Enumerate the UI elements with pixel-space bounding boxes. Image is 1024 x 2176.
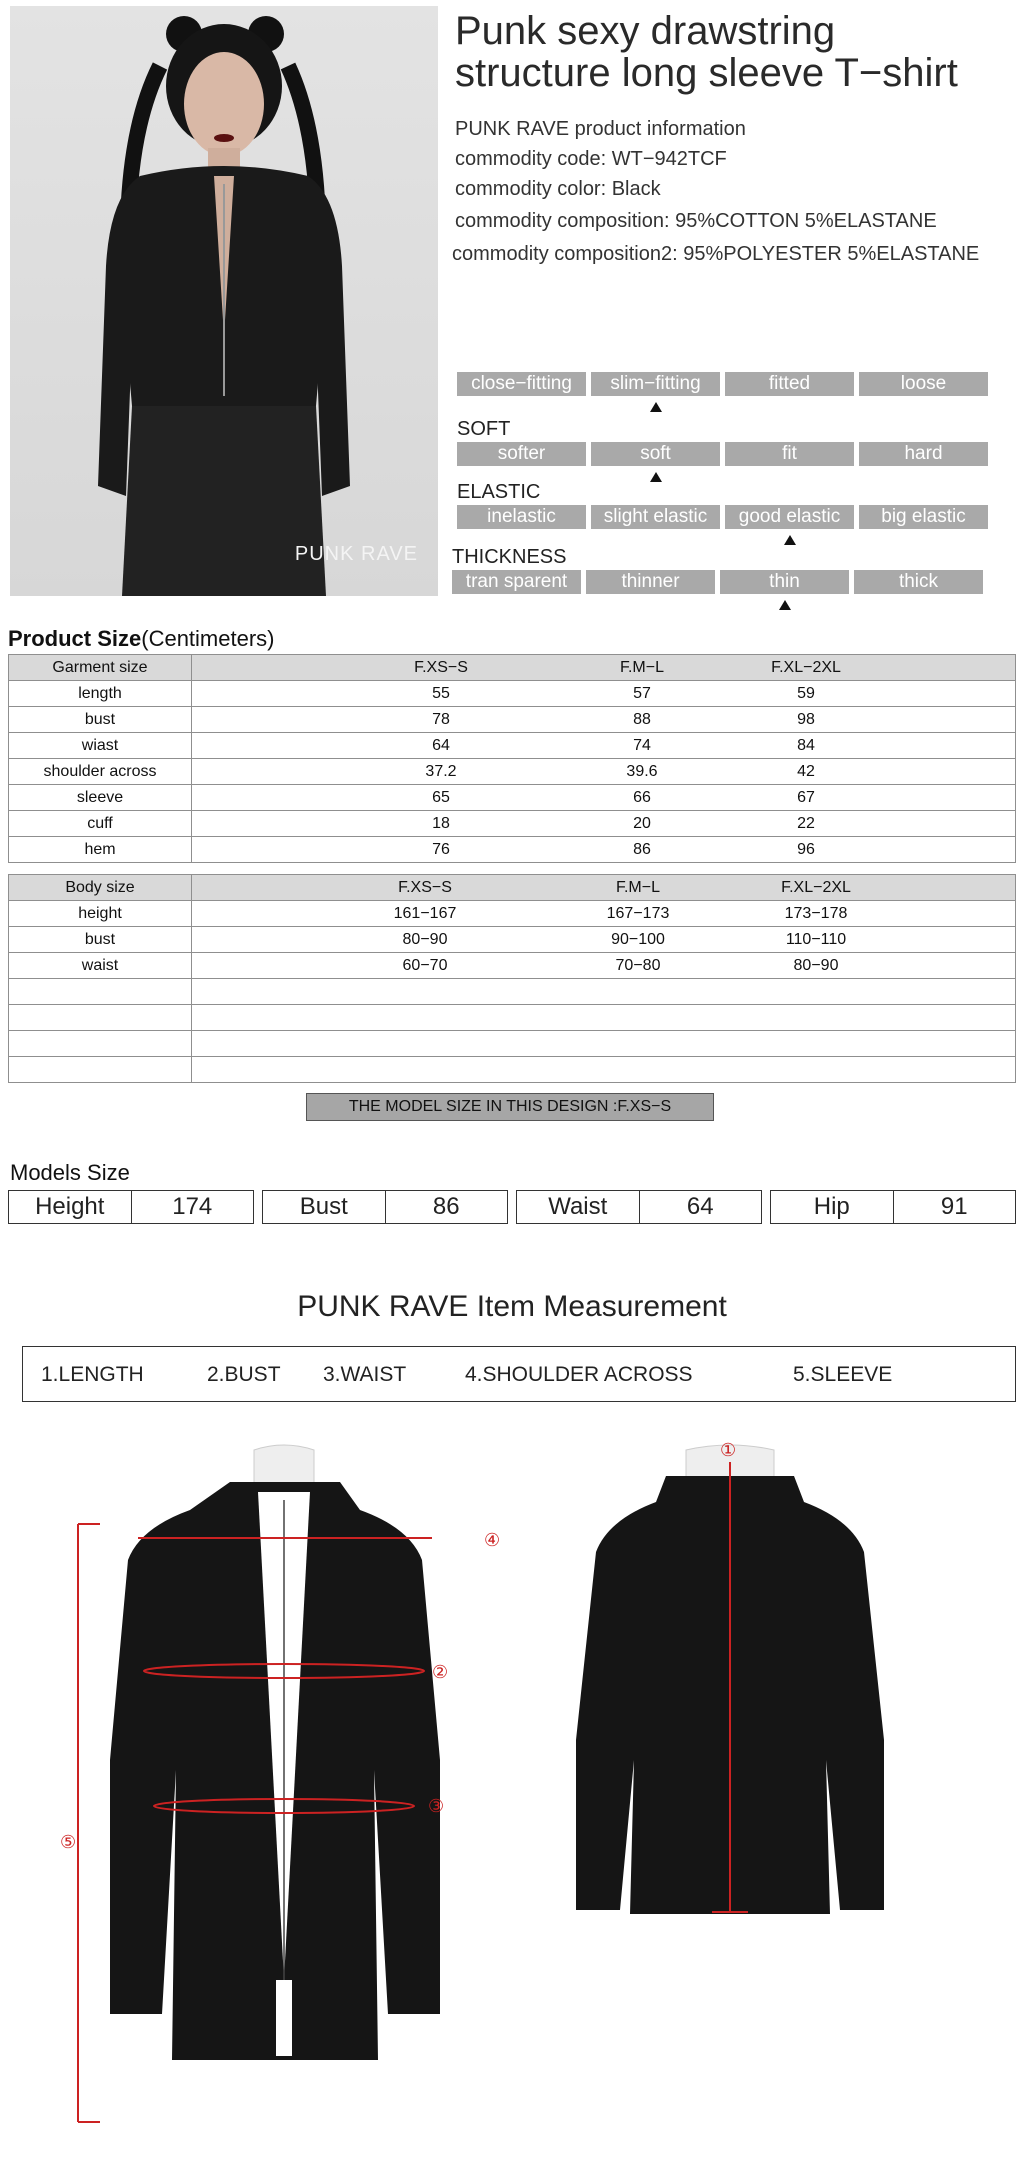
table-row: waist 60−70 70−80 80−90 (9, 953, 1016, 979)
measure-item-bust: 2.BUST (207, 1363, 281, 1386)
selected-marker-icon (784, 535, 796, 545)
product-model-photo (10, 6, 438, 596)
garment-front-illustration (60, 1440, 500, 2140)
commodity-color (455, 178, 661, 201)
selected-marker-icon (650, 402, 662, 412)
table-row: bust 78 88 98 (9, 707, 1016, 733)
selected-marker-icon (779, 600, 791, 610)
commodity-composition2 (452, 243, 979, 266)
fit-option: close−fitting (457, 372, 586, 396)
elastic-option: inelastic (457, 505, 586, 529)
elastic-option: big elastic (859, 505, 988, 529)
fit-rating (457, 372, 988, 396)
table-row (9, 1005, 1016, 1031)
table-row (9, 979, 1016, 1005)
model-illustration (10, 6, 438, 596)
commodity-code (455, 148, 727, 171)
soft-rating-bar (457, 442, 988, 466)
thickness-option-selected: thin (720, 570, 849, 594)
elastic-option-selected: good elastic (725, 505, 854, 529)
table-header-cell: Body size (9, 875, 192, 901)
thickness-option: thick (854, 570, 983, 594)
product-title (455, 10, 1015, 94)
table-header-cell: Garment size (9, 655, 192, 681)
marker-bust: ② (432, 1662, 449, 1682)
thickness-rating (452, 570, 983, 594)
models-size-hip: Hip 91 (770, 1190, 1016, 1224)
marker-waist: ③ (428, 1796, 445, 1816)
fit-option: loose (859, 372, 988, 396)
table-row: sleeve 65 66 67 (9, 785, 1016, 811)
marker-sleeve: ⑤ (60, 1832, 77, 1852)
table-header-row (9, 655, 1016, 681)
elastic-label: ELASTIC (457, 481, 541, 503)
product-size-unit: (Centimeters) (141, 626, 275, 651)
brand-watermark: PUNK RAVE (294, 543, 418, 565)
garment-front-diagram (60, 1440, 500, 2140)
garment-back-diagram (540, 1440, 920, 1920)
soft-option: softer (457, 442, 586, 466)
commodity-code-label: commodity code: (455, 148, 607, 170)
fit-option-selected: slim−fitting (591, 372, 720, 396)
thickness-label: THICKNESS (452, 546, 567, 568)
model-size-note: THE MODEL SIZE IN THIS DESIGN :F.XS−S (306, 1093, 714, 1121)
table-row: wiast 64 74 84 (9, 733, 1016, 759)
table-row: length 55 57 59 (9, 681, 1016, 707)
garment-back-illustration (540, 1440, 920, 1920)
commodity-composition (455, 210, 937, 233)
commodity-composition2-value: 95%POLYESTER 5%ELASTANE (683, 243, 980, 265)
marker-shoulder: ④ (484, 1530, 501, 1550)
body-size-table (8, 874, 1016, 1083)
selected-marker-icon (650, 472, 662, 482)
soft-option: fit (725, 442, 854, 466)
table-row (9, 1031, 1016, 1057)
thickness-option: tran sparent (452, 570, 581, 594)
commodity-color-value: Black (611, 178, 661, 200)
measure-item-waist: 3.WAIST (323, 1363, 407, 1386)
fit-rating-bar (457, 372, 988, 396)
models-size-title: Models Size (10, 1160, 130, 1185)
models-size-waist: Waist 64 (516, 1190, 762, 1224)
commodity-color-label: commodity color: (455, 178, 607, 200)
measurement-legend (22, 1346, 1016, 1402)
table-row: hem 76 86 96 (9, 837, 1016, 863)
thickness-option: thinner (586, 570, 715, 594)
table-header-cell: F.XS−S F.M−L F.XL−2XL (192, 655, 1016, 681)
table-row: bust 80−90 90−100 110−110 (9, 927, 1016, 953)
product-title-line2: structure long sleeve T−shirt (455, 51, 958, 95)
elastic-rating-bar (457, 505, 988, 529)
table-row: height 161−167 167−173 173−178 (9, 901, 1016, 927)
product-size-table (8, 654, 1016, 863)
measure-item-shoulder: 4.SHOULDER ACROSS (465, 1363, 693, 1386)
models-size-bust: Bust 86 (262, 1190, 508, 1224)
commodity-code-value: WT−942TCF (611, 148, 727, 170)
elastic-option: slight elastic (591, 505, 720, 529)
table-header-cell: F.XS−S F.M−L F.XL−2XL (192, 875, 1016, 901)
soft-rating (457, 442, 988, 466)
models-size-height: Height 174 (8, 1190, 254, 1224)
product-size-title-text: Product Size (8, 626, 142, 651)
table-row (9, 1057, 1016, 1083)
elastic-rating (457, 505, 988, 529)
commodity-composition2-label: commodity composition2: (452, 243, 678, 265)
info-heading: PUNK RAVE product information (455, 118, 746, 140)
soft-option-selected: soft (591, 442, 720, 466)
measurement-title: PUNK RAVE Item Measurement (297, 1290, 727, 1323)
table-row: shoulder across 37.2 39.6 42 (9, 759, 1016, 785)
soft-option: hard (859, 442, 988, 466)
soft-label: SOFT (457, 418, 511, 440)
table-row: cuff 18 20 22 (9, 811, 1016, 837)
models-size-table (8, 1190, 1016, 1224)
measure-item-sleeve: 5.SLEEVE (793, 1363, 893, 1386)
marker-length: ① (720, 1440, 737, 1460)
table-header-row (9, 875, 1016, 901)
measure-item-length: 1.LENGTH (41, 1363, 144, 1386)
thickness-rating-bar (452, 570, 983, 594)
product-title-line1: Punk sexy drawstring (455, 9, 836, 53)
product-size-title (8, 626, 275, 652)
fit-option: fitted (725, 372, 854, 396)
commodity-composition-value: 95%COTTON 5%ELASTANE (675, 210, 937, 232)
commodity-composition-label: commodity composition: (455, 210, 670, 232)
